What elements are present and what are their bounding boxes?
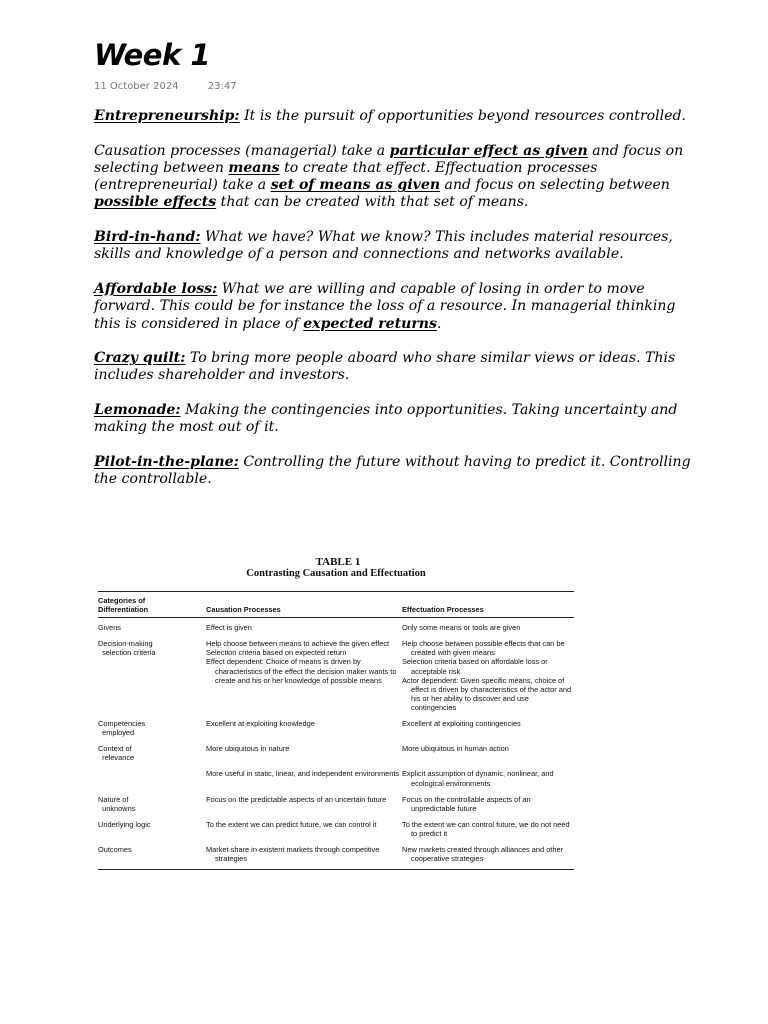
emphasis-text: set of means as given (270, 177, 441, 194)
table-header-row (98, 592, 574, 617)
term-definition: To bring more people aboard who share similar views or ideas. This includes shareholder and investors. (94, 350, 676, 384)
cell-line: Excellent at exploiting contingencies (402, 719, 521, 729)
cell-line: To the extent we can control future, we do not need to predict it (402, 819, 570, 838)
cell-line: More ubiquitous in nature (206, 744, 290, 754)
cell-line: Only some means or tools are given (402, 623, 521, 633)
note-paragraph (94, 108, 694, 125)
category-cell: Competencies employed (98, 719, 146, 738)
note-time: 23:47 (207, 81, 237, 92)
category-cell: Underlying logic (98, 819, 151, 829)
causation-cell (206, 762, 402, 787)
effectuation-cell (402, 813, 574, 838)
cell-line: Actor dependent: Given specific means, choice of effect is driven by characteristics of the actor and his or her ability to discover and use contingencies (402, 675, 572, 712)
cell-line: Market share in existent markets through competitive strategies (206, 844, 380, 864)
causation-cell (206, 712, 402, 737)
effectuation-cell (402, 838, 574, 863)
table-row (98, 632, 574, 712)
note-paragraph (94, 281, 694, 333)
emphasis-text: possible effects (94, 194, 217, 211)
table-row (98, 762, 574, 787)
table-row (98, 618, 574, 632)
header-categories: Categories of Differentiation (98, 596, 149, 615)
header-effectuation: Effectuation Processes (402, 605, 484, 614)
causation-cell (206, 788, 402, 813)
cell-line: Help choose between possible effects that can be created with given means (402, 639, 565, 658)
table-row (98, 788, 574, 813)
cell-line: Effect dependent: Choice of means is driven by characteristics of the effect the decision maker wants to create and his or her knowledge of possible means (206, 657, 397, 685)
table-row (98, 813, 574, 838)
category-cell: Givens (98, 623, 122, 633)
table-row (98, 838, 574, 863)
cell-line: More useful in static, linear, and independent environments (206, 769, 400, 779)
term-label: Entrepreneurship: (94, 108, 240, 124)
category-cell: Decision-making selection criteria (98, 639, 156, 658)
table-bottom-rule (98, 869, 574, 870)
cell-line: Explicit assumption of dynamic, nonlinear, and ecological environments (402, 769, 554, 788)
causation-cell (206, 632, 402, 712)
paragraph-text: that can be created with that set of means. (216, 194, 529, 211)
note-date: 11 October 2024 (94, 81, 179, 92)
table-row (98, 737, 574, 762)
table-subtitle: Contrasting Causation and Effectuation (246, 568, 426, 579)
effectuation-cell (402, 712, 574, 737)
note-timestamp (94, 81, 263, 92)
cell-line: Selection criteria based on affordable loss or acceptable risk (402, 657, 548, 676)
effectuation-cell (402, 632, 574, 712)
causation-cell (206, 813, 402, 838)
term-label: Affordable loss: (94, 280, 218, 297)
cell-line: New markets created through alliances and other cooperative strategies (402, 844, 564, 864)
causation-cell (206, 838, 402, 863)
note-paragraph (94, 402, 694, 437)
term-definition: What we have? What we know? This includes material resources, skills and knowledge of a person and connections and networks available. (94, 229, 673, 263)
paragraph-text: Causation processes (managerial) take a (94, 142, 390, 159)
category-cell: Context of relevance (98, 744, 135, 763)
cell-line: Selection criteria based on expected return (206, 648, 347, 658)
comparison-table (98, 592, 574, 863)
causation-cell (206, 737, 402, 762)
category-cell: Nature of unknowns (98, 794, 136, 813)
effectuation-cell (402, 618, 574, 632)
term-label: Pilot-in-the-plane: (94, 453, 239, 470)
note-paragraph (94, 229, 694, 264)
note-paragraph (94, 350, 694, 385)
category-cell (98, 762, 206, 787)
emphasis-text: expected returns (303, 315, 437, 332)
paragraph-text: and focus on selecting between (440, 177, 670, 194)
effectuation-cell (402, 788, 574, 813)
paragraph-text: and focus on selecting between (94, 142, 684, 176)
emphasis-text: particular effect as given (389, 142, 588, 159)
table-title: TABLE 1 (315, 556, 361, 568)
cell-line: Excellent at exploiting knowledge (206, 719, 315, 729)
term-definition: It is the pursuit of opportunities beyond resources controlled. (239, 108, 687, 124)
cell-line: Help choose between means to achieve the given effect (206, 639, 390, 649)
term-label: Crazy quilt: (94, 350, 186, 367)
note-paragraph (94, 143, 694, 212)
cell-line: Focus on the predictable aspects of an uncertain future (206, 794, 387, 804)
table-row (98, 712, 574, 737)
paragraph-text: . (437, 315, 442, 332)
table-figure (98, 556, 574, 870)
paragraph-text: What we are willing and capable of losing in order to move forward. This could be for instance the loss of a resource. In managerial thinking this is considered in place of (94, 280, 676, 332)
header-causation: Causation Processes (206, 605, 281, 614)
emphasis-text: means (228, 159, 280, 176)
cell-line: More ubiquitous in human action (402, 744, 509, 754)
effectuation-cell (402, 762, 574, 787)
term-label: Bird-in-hand: (94, 229, 201, 246)
cell-line: Focus on the controllable aspects of an unpredictable future (402, 794, 531, 813)
cell-line: To the extent we can predict future, we can control it (206, 819, 377, 829)
cell-line: Effect is given (206, 623, 252, 633)
term-definition: Making the contingencies into opportunities. Taking uncertainty and making the most out of it. (94, 402, 678, 436)
note-paragraph (94, 454, 694, 489)
term-label: Lemonade: (94, 402, 181, 419)
term-definition: Controlling the future without having to predict it. Controlling the controllable. (94, 453, 691, 488)
effectuation-cell (402, 737, 574, 762)
note-body (94, 108, 694, 506)
causation-cell (206, 618, 402, 632)
category-cell: Outcomes (98, 844, 132, 854)
paragraph-text: to create that effect. Effectuation processes (entrepreneurial) take a (94, 159, 598, 194)
page-title: Week 1 (94, 38, 211, 72)
